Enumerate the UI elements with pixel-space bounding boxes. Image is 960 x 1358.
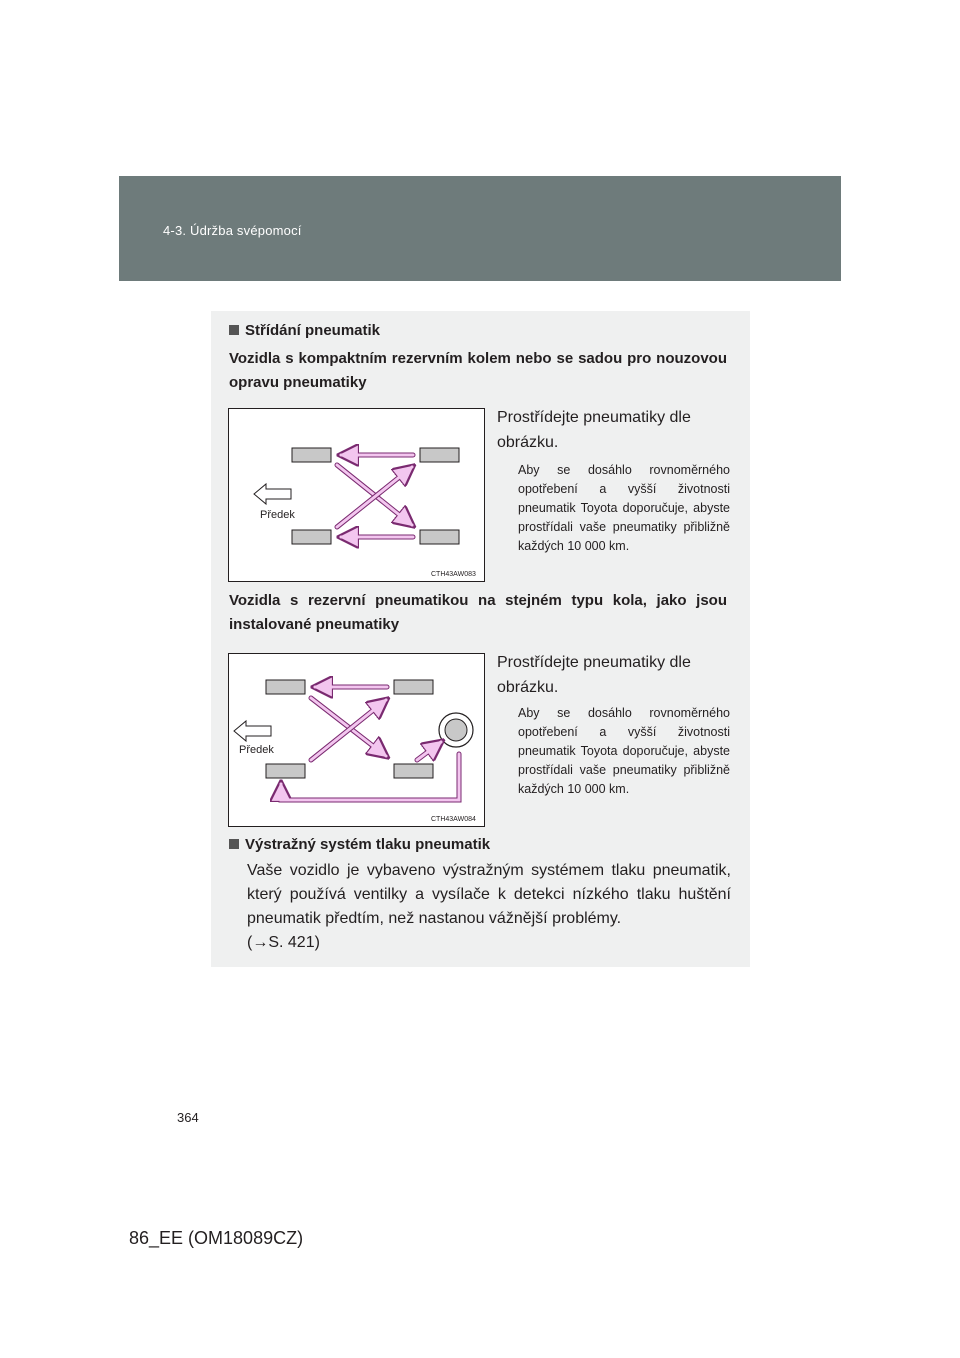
front-direction-icon — [254, 484, 291, 504]
tire-rear-right — [420, 530, 459, 544]
tire-front-right — [394, 680, 433, 694]
header-band — [119, 176, 841, 281]
figure-code: CTH43AW083 — [431, 571, 476, 578]
tpms-body-text: Vaše vozidlo je vybaveno výstražným systémem tlaku pneumatik, který používá ventilky a vysílače k detekci nízkého tlaku huštění pneumatik předtím, než nastanou vážnější problémy. — [247, 862, 731, 927]
rotation-title: Střídání pneumatik — [245, 322, 381, 339]
tpms-title: Výstražný systém tlaku pneumatik — [245, 836, 491, 853]
front-label: Předek — [260, 509, 295, 521]
compact-rotation-figure — [228, 408, 485, 582]
tire-rear-left — [266, 764, 305, 778]
content-panel — [211, 311, 750, 967]
figure-code: CTH43AW084 — [431, 816, 476, 823]
compact-subtitle: Vozidla s kompaktním rezervním kolem nebo se sadou pro nouzovou opravu pneumatiky — [229, 350, 727, 391]
compact-instruction: Prostřídejte pneumatiky dle obrázku. — [497, 409, 691, 451]
tpms-body — [247, 859, 731, 955]
section-title: 4-3. Údržba svépomocí — [163, 223, 302, 238]
full-note: Aby se dosáhlo rovnoměrného opotřebení a vyšší životnosti pneumatik Toyota doporučuje, abyste prostřídali vaše pneumatiky přibližně každých 10 000 km. — [518, 706, 730, 796]
rotation-heading — [229, 319, 380, 342]
square-bullet-icon — [229, 839, 239, 849]
tpms-page-ref[interactable]: (→S. 421) — [247, 934, 320, 951]
full-instruction: Prostřídejte pneumatiky dle obrázku. — [497, 654, 691, 696]
front-label: Předek — [239, 744, 274, 756]
square-bullet-icon — [229, 325, 239, 335]
tpms-heading — [229, 833, 490, 856]
page-number: 364 — [177, 1110, 199, 1125]
tire-front-left — [292, 448, 331, 462]
tire-front-left — [266, 680, 305, 694]
tire-front-right — [420, 448, 459, 462]
full-rotation-figure — [228, 653, 485, 827]
compact-note: Aby se dosáhlo rovnoměrného opotřebení a vyšší životnosti pneumatik Toyota doporučuje, abyste prostřídali vaše pneumatiky přibližně každých 10 000 km. — [518, 463, 730, 553]
full-subtitle: Vozidla s rezervní pneumatikou na stejném typu kola, jako jsou instalované pneumatiky — [229, 592, 727, 633]
document-code: 86_EE (OM18089CZ) — [129, 1228, 304, 1248]
tire-rear-right — [394, 764, 433, 778]
front-direction-icon — [234, 721, 271, 741]
tire-rear-left — [292, 530, 331, 544]
